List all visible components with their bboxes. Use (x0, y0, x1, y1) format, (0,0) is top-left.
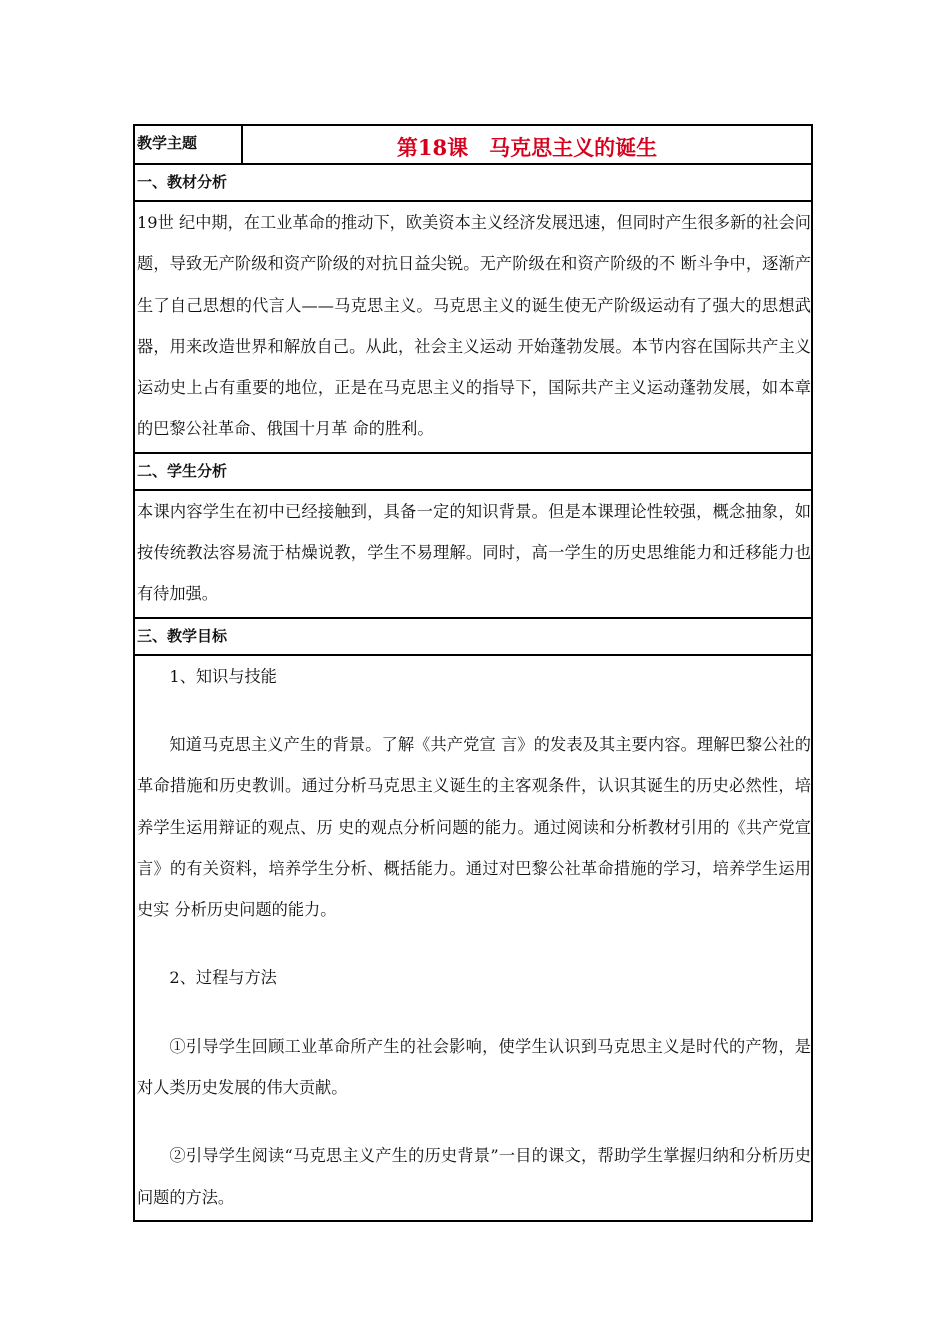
theme-label: 教学主题 (134, 125, 242, 164)
goals-paragraph-process-2: ②引导学生阅读“马克思主义产生的历史背景”一目的课文，帮助学生掌握归纳和分析历史问题的方法。 (137, 1146, 811, 1207)
goals-paragraph-knowledge: 知道马克思主义产生的背景。了解《共产党宣 言》的发表及其主要内容。理解巴黎公社的革命措施和历史教训。通过分析马克思主义诞生的主客观条件，认识其诞生的历史必然性，培养学生运用辩证的观点、历 史的观点分析问题的能力。通过阅读和分析教材引用的《共产党宣言》的有关资料，培养学生分析、概括能力。通过对巴黎公社革命措施的学习，培养学生运用史实 分析历史问题的能力。 (137, 734, 811, 920)
goals-heading: 三、教学目标 (134, 618, 812, 655)
goals-body (134, 655, 812, 1221)
lesson-plan-table (133, 124, 813, 1222)
material-body (134, 201, 812, 453)
goals-subheading-knowledge: 1、知识与技能 (169, 666, 277, 686)
material-heading: 一、教材分析 (134, 164, 812, 201)
students-heading: 二、学生分析 (134, 453, 812, 490)
header-row (134, 125, 812, 164)
material-heading-row (134, 164, 812, 201)
goals-body-row (134, 655, 812, 1221)
students-body-row (134, 490, 812, 618)
students-text: 本课内容学生在初中已经接触到，具备一定的知识背景。但是本课理论性较强，概念抽象，如按传统教法容易流于枯燥说教，学生不易理解。同时，高一学生的历史思维能力和迁移能力也有待加强。 (137, 501, 811, 604)
material-text: 19世 纪中期，在工业革命的推动下，欧美资本主义经济发展迅速，但同时产生很多新的社会问题，导致无产阶级和资产阶级的对抗日益尖锐。无产阶级在和资产阶级的不 断斗争中，逐渐产生了自己思想的代言人——马克思主义。马克思主义的诞生使无产阶级运动有了强大的思想武器，用来改造世界和解放自己。从此，社会主义运动 开始蓬勃发展。本节内容在国际共产主义运动史上占有重要的地位，正是在马克思主义的指导下，国际共产主义运动蓬勃发展，如本章的巴黎公社革命、俄国十月革 命的胜利。 (137, 213, 811, 439)
goals-paragraph-process-1: ①引导学生回顾工业革命所产生的社会影响，使学生认识到马克思主义是时代的产物，是对人类历史发展的伟大贡献。 (137, 1036, 811, 1098)
goals-subheading-process: 2、过程与方法 (169, 968, 277, 988)
students-body (134, 490, 812, 618)
lesson-title: 第18课 马克思主义的诞生 (242, 125, 812, 164)
material-body-row (134, 201, 812, 453)
students-heading-row (134, 453, 812, 490)
goals-heading-row (134, 618, 812, 655)
